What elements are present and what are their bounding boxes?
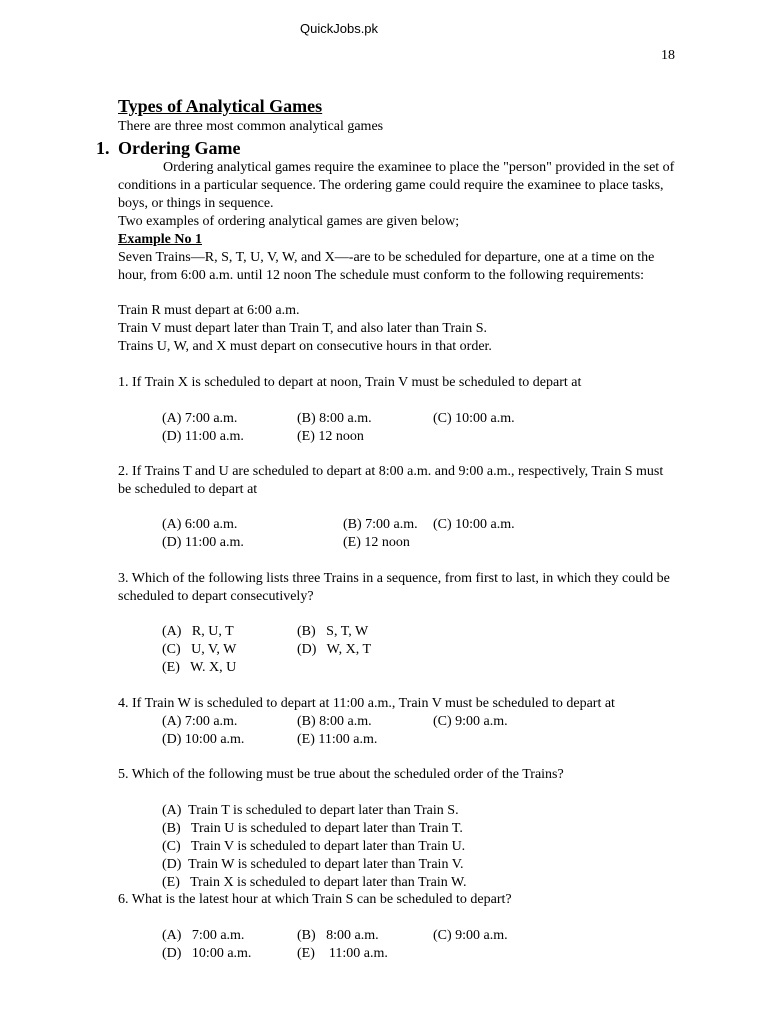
question-1-option-c: (C) 10:00 a.m. [433, 411, 515, 426]
condition-line: Train V must depart later than Train T, and also later than Train S. [118, 321, 488, 336]
question-5-option-b: (B) Train U is scheduled to depart later than Train T. [162, 821, 463, 836]
question-4-option-b: (B) 8:00 a.m. [297, 714, 372, 729]
condition-line: Train R must depart at 6:00 a.m. [118, 303, 300, 318]
question-6 [118, 891, 718, 909]
question-text: 2. If Trains T and U are scheduled to depart at 8:00 a.m. and 9:00 a.m., respectively, Train S must [118, 464, 664, 479]
question-4-option-e: (E) 11:00 a.m. [297, 732, 378, 747]
paragraph-line: Ordering analytical games require the examinee to place the "person" provided in the set of [163, 160, 675, 175]
question-text: 1. If Train X is scheduled to depart at noon, Train V must be scheduled to depart at [118, 375, 582, 390]
example-title: Example No 1 [118, 232, 202, 247]
page-number: 18 [661, 48, 675, 63]
description-line: Seven Trains—R, S, T, U, V, W, and X—-are to be scheduled for departure, one at a time on the [118, 250, 655, 265]
question-4-option-d: (D) 10:00 a.m. [162, 732, 245, 747]
question-6-option-e: (E) 11:00 a.m. [297, 946, 388, 961]
question-1-option-e: (E) 12 noon [297, 429, 364, 444]
question-3-option-c: (C) U, V, W [162, 642, 237, 657]
question-1-option-b: (B) 8:00 a.m. [297, 411, 372, 426]
section-paragraph [118, 159, 718, 231]
page-title: Types of Analytical Games [118, 96, 323, 116]
question-3 [118, 570, 718, 606]
question-2-option-d: (D) 11:00 a.m. [162, 535, 244, 550]
site-name: QuickJobs.pk [300, 21, 379, 36]
question-6-option-a: (A) 7:00 a.m. [162, 928, 245, 943]
question-text: 4. If Train W is scheduled to depart at 11:00 a.m., Train V must be scheduled to depart at [118, 696, 615, 711]
example-description [118, 249, 718, 285]
section-title: Ordering Game [118, 138, 241, 158]
question-1-option-a: (A) 7:00 a.m. [162, 411, 238, 426]
question-4 [118, 695, 718, 713]
paragraph-line: boys, or things in sequence. [118, 196, 274, 211]
question-3-option-b: (B) S, T, W [297, 624, 369, 639]
question-text: scheduled to depart consecutively? [118, 589, 314, 604]
question-1 [118, 374, 718, 392]
question-text: 6. What is the latest hour at which Train S can be scheduled to depart? [118, 892, 512, 907]
question-2 [118, 463, 718, 499]
question-5 [118, 766, 718, 784]
example-conditions [118, 302, 718, 356]
question-2-option-e: (E) 12 noon [343, 535, 410, 550]
question-5-option-c: (C) Train V is scheduled to depart later than Train U. [162, 839, 466, 854]
question-3-option-e: (E) W. X, U [162, 660, 237, 675]
section-number: 1. [96, 138, 110, 158]
question-4-option-c: (C) 9:00 a.m. [433, 714, 508, 729]
question-6-option-c: (C) 9:00 a.m. [433, 928, 508, 943]
question-2-option-c: (C) 10:00 a.m. [433, 517, 515, 532]
condition-line: Trains U, W, and X must depart on consecutive hours in that order. [118, 339, 492, 354]
question-6-option-d: (D) 10:00 a.m. [162, 946, 252, 961]
question-4-option-a: (A) 7:00 a.m. [162, 714, 238, 729]
question-2-option-a: (A) 6:00 a.m. [162, 517, 238, 532]
question-2-option-b: (B) 7:00 a.m. [343, 517, 418, 532]
paragraph-line: Two examples of ordering analytical games are given below; [118, 214, 460, 229]
question-text: 3. Which of the following lists three Trains in a sequence, from first to last, in which they could be [118, 571, 670, 586]
question-3-option-a: (A) R, U, T [162, 624, 234, 639]
question-5-option-e: (E) Train X is scheduled to depart later than Train W. [162, 875, 467, 890]
description-line: hour, from 6:00 a.m. until 12 noon The schedule must conform to the following requirements: [118, 268, 645, 283]
question-3-option-d: (D) W, X, T [297, 642, 372, 657]
intro-text: There are three most common analytical games [118, 119, 384, 134]
question-text: be scheduled to depart at [118, 482, 258, 497]
question-text: 5. Which of the following must be true about the scheduled order of the Trains? [118, 767, 564, 782]
question-5-option-d: (D) Train W is scheduled to depart later than Train V. [162, 857, 464, 872]
question-5-option-a: (A) Train T is scheduled to depart later than Train S. [162, 803, 459, 818]
paragraph-line: conditions in a particular sequence. The ordering game could require the examinee to place tasks, [118, 178, 664, 193]
question-1-option-d: (D) 11:00 a.m. [162, 429, 244, 444]
question-6-option-b: (B) 8:00 a.m. [297, 928, 379, 943]
